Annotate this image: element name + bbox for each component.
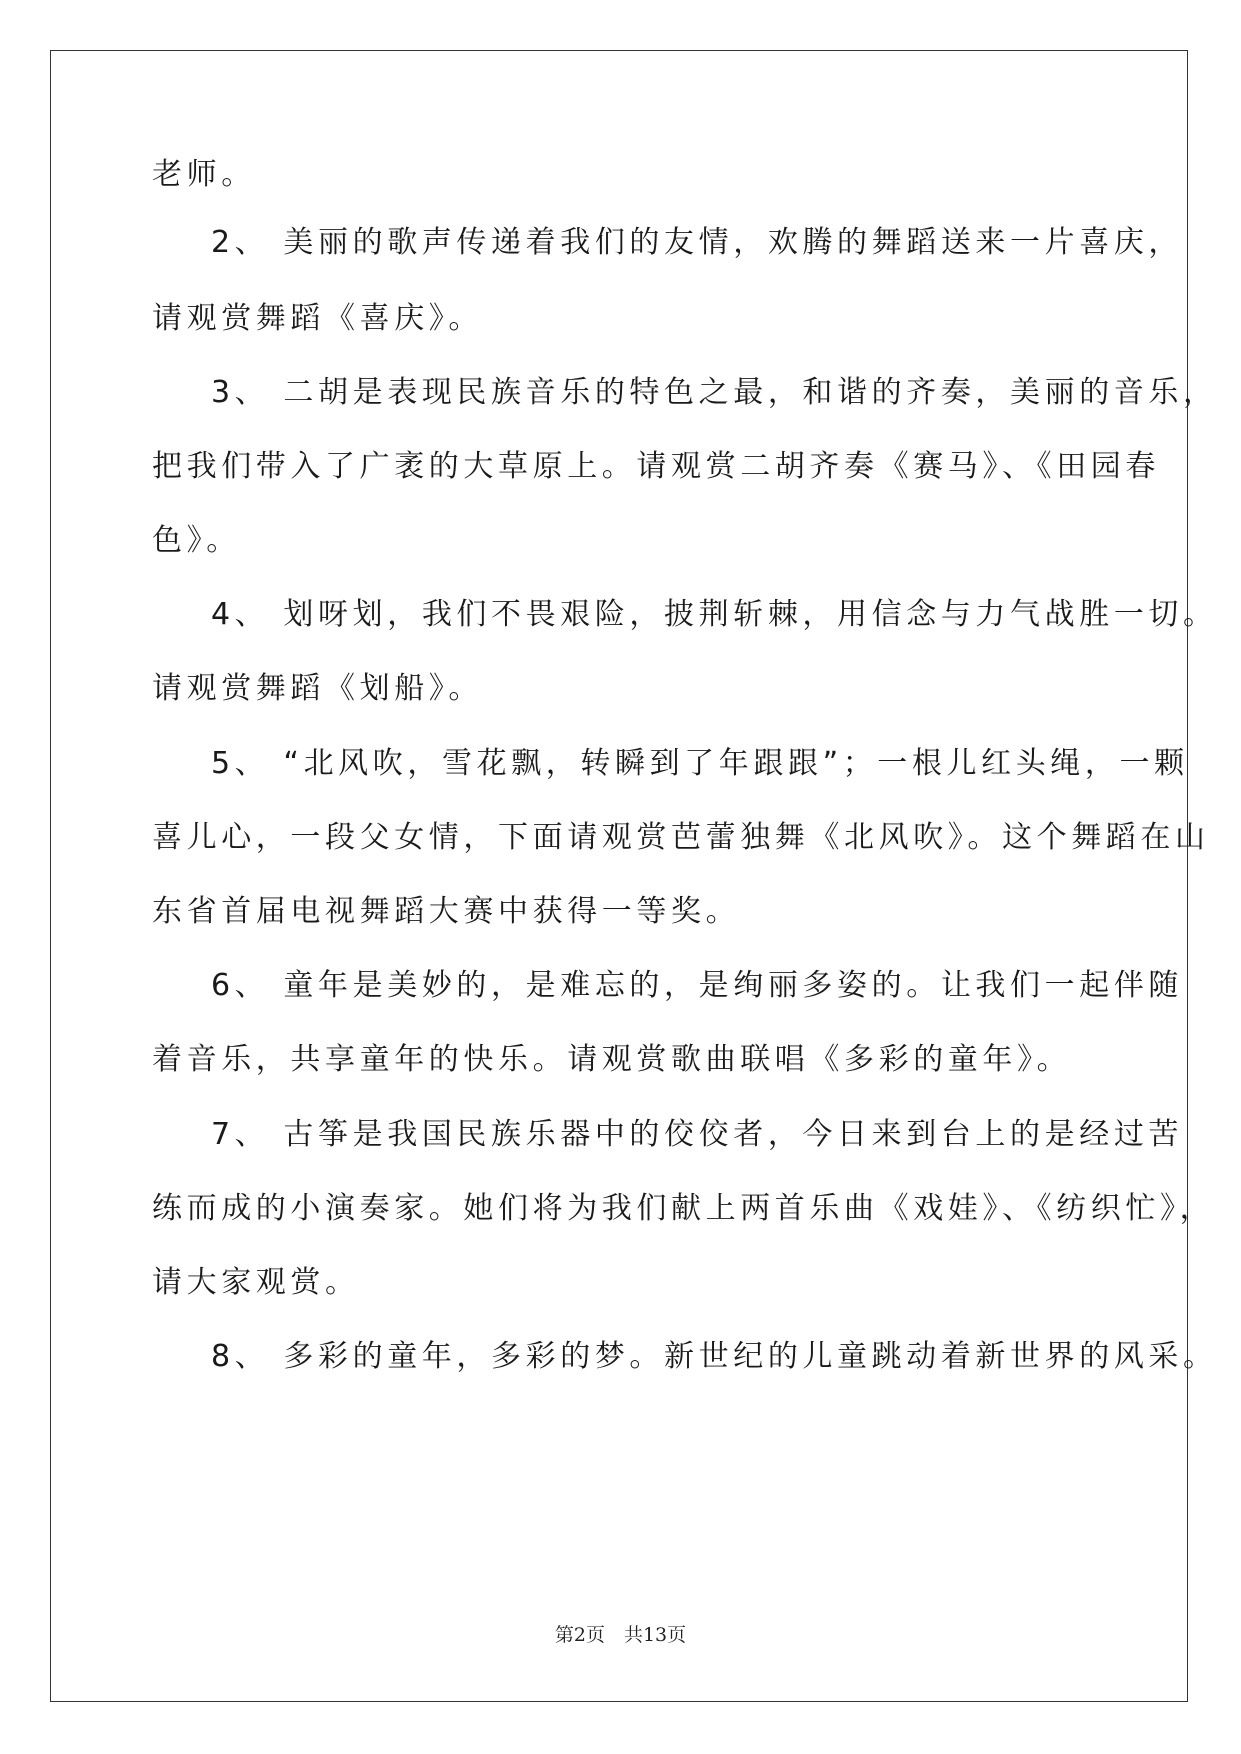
paragraph-5-line-2: 喜儿心，一段父女情，下面请观赏芭蕾独舞《北风吹》。这个舞蹈在山 (152, 820, 1210, 855)
paragraph-2-line-2: 请观赏舞蹈《喜庆》。 (152, 301, 483, 336)
paragraph-5-line-3: 东省首届电视舞蹈大赛中获得一等奖。 (152, 894, 741, 929)
paragraph-4-line-1: 4、 划呀划，我们不畏艰险，披荆斩棘，用信念与力气战胜一切。 (211, 597, 1218, 632)
page-border (50, 50, 1188, 1702)
paragraph-7-line-1: 7、 古筝是我国民族乐器中的佼佼者，今日来到台上的是经过苦 (211, 1117, 1184, 1152)
paragraph-6-line-1: 6、 童年是美妙的，是难忘的，是绚丽多姿的。让我们一起伴随 (211, 968, 1184, 1003)
paragraph-6-line-2: 着音乐，共享童年的快乐。请观赏歌曲联唱《多彩的童年》。 (152, 1042, 1072, 1077)
paragraph-8-line-1: 8、 多彩的童年，多彩的梦。新世纪的儿童跳动着新世界的风采。 (211, 1339, 1218, 1374)
paragraph-7-line-2: 练而成的小演奏家。她们将为我们献上两首乐曲《戏娃》、《纺织忙》， (152, 1191, 1215, 1226)
paragraph-2-line-1: 2、 美丽的歌声传递着我们的友情，欢腾的舞蹈送来一片喜庆， (211, 225, 1184, 260)
text-line: 老师。 (152, 157, 256, 192)
paragraph-3-line-1: 3、 二胡是表现民族音乐的特色之最，和谐的齐奏，美丽的音乐， (211, 375, 1218, 410)
paragraph-3-line-2: 把我们带入了广袤的大草原上。请观赏二胡齐奏《赛马》、《田园春 (152, 449, 1160, 484)
paragraph-4-line-2: 请观赏舞蹈《划船》。 (152, 671, 483, 706)
paragraph-3-line-3: 色》。 (152, 523, 241, 558)
paragraph-5-line-1: 5、 “北风吹，雪花飘，转瞬到了年跟跟”；一根儿红头绳，一颗 (211, 746, 1189, 781)
paragraph-7-line-3: 请大家观赏。 (152, 1265, 360, 1300)
page-number-footer: 第2页 共13页 (554, 1624, 687, 1646)
